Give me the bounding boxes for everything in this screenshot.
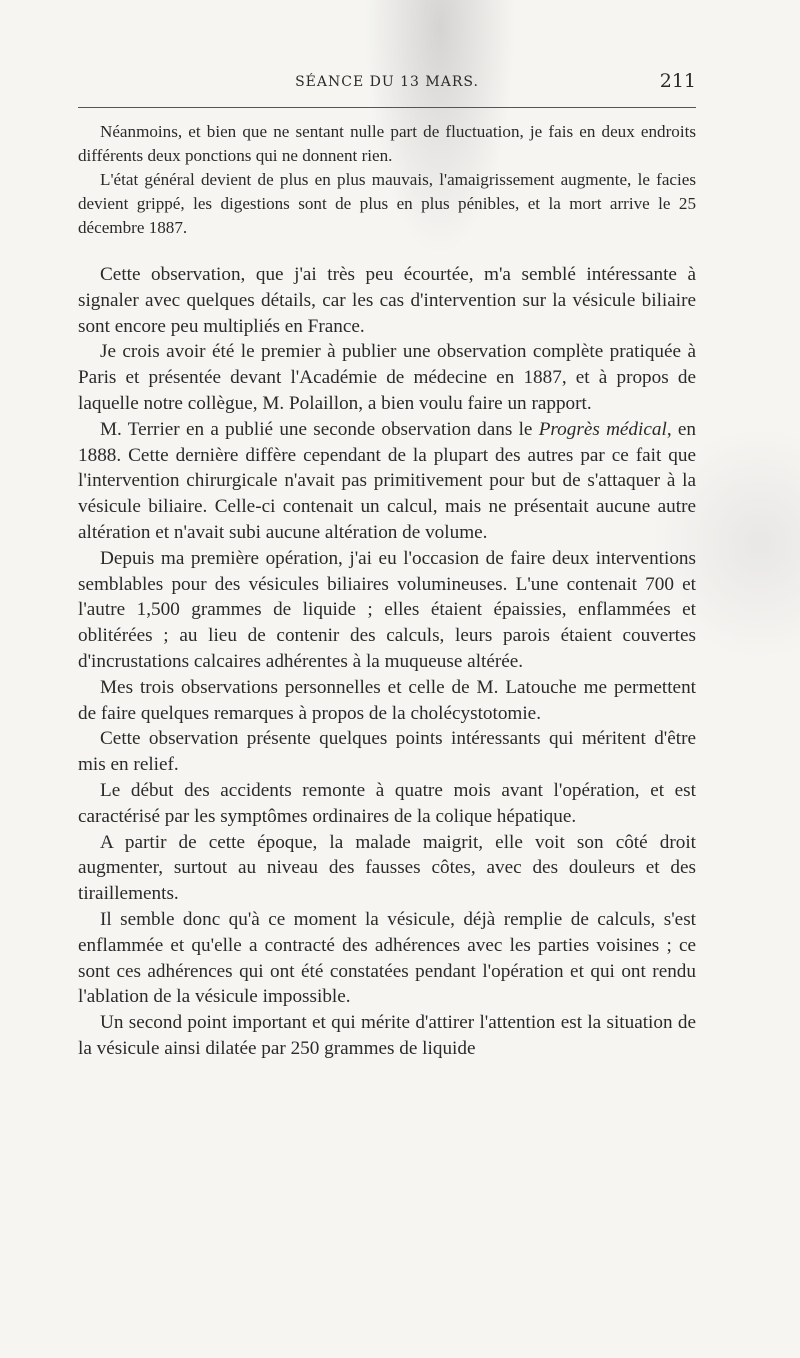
paragraph: A partir de cette époque, la malade maigrit, elle voit son côté droit augmenter, surtout au niveau des fausses côtes, avec des douleurs et des tiraillements. [78, 831, 696, 905]
case-report-excerpt [78, 120, 696, 240]
main-body-text [78, 262, 696, 1062]
paragraph-text: , en 1888. Cette dernière diffère cependant de la plupart des autres par ce fait que l'intervention chirurgicale n'avait pas primitivement pour but de s'attaquer à la vésicule biliaire. Celle-ci contenait un calcul, mais ne présentait aucune autre altération et n'avait subi aucune altération de volume. [78, 418, 696, 543]
page-number: 211 [659, 70, 696, 92]
running-head: SÉANCE DU 13 MARS. [295, 74, 479, 90]
paragraph: Un second point important et qui mérite d'attirer l'attention est la situation de la vésicule ainsi dilatée par 250 grammes de liquide [78, 1012, 696, 1059]
paragraph: Le début des accidents remonte à quatre mois avant l'opération, et est caractérisé par les symptômes ordinaires de la colique hépatique. [78, 779, 696, 827]
paragraph [78, 417, 696, 546]
paragraph: Il semble donc qu'à ce moment la vésicule, déjà remplie de calculs, s'est enflammée et qu'elle a contracté des adhérences avec les parties voisines ; ce sont ces adhérences qui ont été constatées pendant l'opération et qui ont rendu l'ablation de la vésicule impossible. [78, 908, 696, 1008]
paragraph: Cette observation présente quelques points intéressants qui méritent d'être mis en relief. [78, 728, 696, 776]
small-paragraph: L'état général devient de plus en plus mauvais, l'amaigrissement augmente, le facies devient grippé, les digestions sont de plus en plus pénibles, et la mort arrive le 25 décembre 1887. [78, 170, 696, 237]
paragraph-text: M. Terrier en a publié une seconde observation dans le [100, 418, 539, 440]
small-paragraph: Néanmoins, et bien que ne sentant nulle part de fluctuation, je fais en deux endroits différents deux ponctions qui ne donnent rien. [78, 122, 696, 165]
paragraph: Depuis ma première opération, j'ai eu l'occasion de faire deux interventions semblables pour des vésicules biliaires volumineuses. L'une contenait 700 et l'autre 1,500 grammes de liquide ; elles étaient épaissies, enflammées et oblitérées ; au lieu de contenir des calculs, leurs parois étaient couvertes d'incrustations calcaires adhérentes à la muqueuse altérée. [78, 547, 696, 672]
page-header [78, 70, 696, 100]
header-rule [78, 107, 696, 108]
paragraph: Mes trois observations personnelles et celle de M. Latouche me permettent de faire quelques remarques à propos de la cholécystotomie. [78, 676, 696, 724]
journal-title: Progrès médical [538, 418, 667, 440]
paragraph: Je crois avoir été le premier à publier une observation complète pratiquée à Paris et présentée devant l'Académie de médecine en 1887, et à propos de laquelle notre collègue, M. Polaillon, a bien voulu faire un rapport. [78, 341, 696, 414]
paragraph: Cette observation, que j'ai très peu écourtée, m'a semblé intéressante à signaler avec quelques détails, car les cas d'intervention sur la vésicule biliaire sont encore peu multipliés en France. [78, 264, 696, 337]
